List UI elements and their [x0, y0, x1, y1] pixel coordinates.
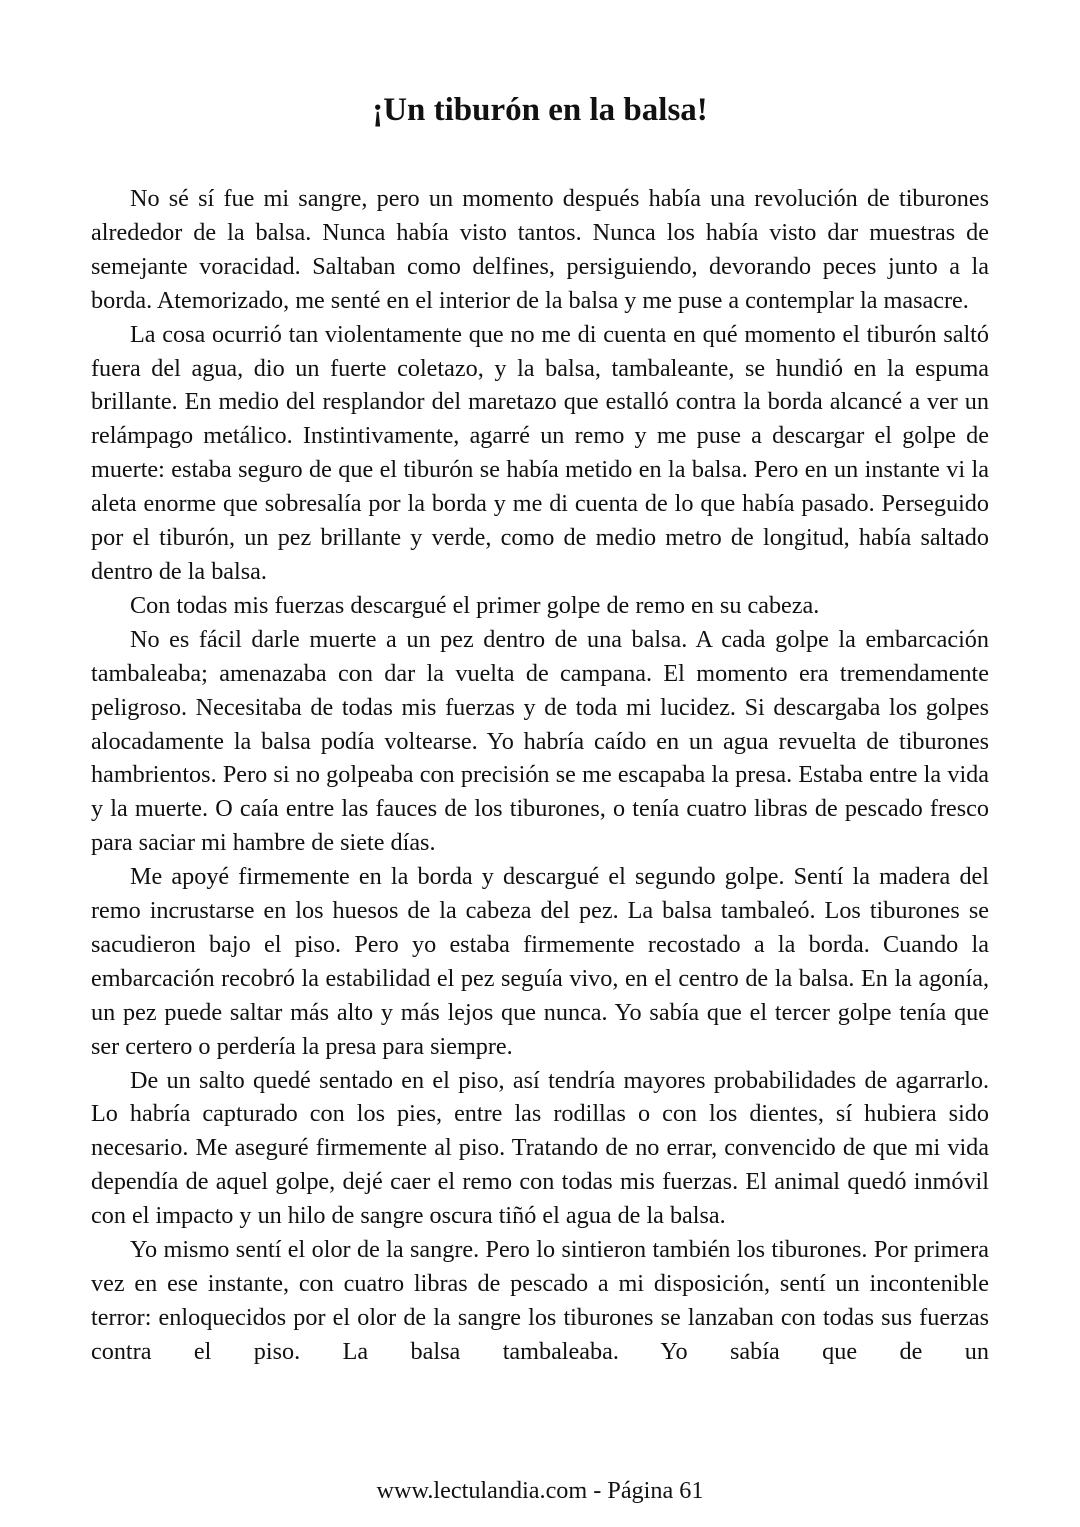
page-footer: www.lectulandia.com - Página 61	[376, 1477, 704, 1504]
paragraph: Me apoyé firmemente en la borda y descargué el segundo golpe. Sentí la madera del remo incrustarse en los huesos de la cabeza del pez. La balsa tambaleó. Los tiburones se sacudieron bajo el piso. Pero yo estaba firmemente recostado a la borda. Cuando la embarcación recobró la estabilidad el pez seguía vivo, en el centro de la balsa. En la agonía, un pez puede saltar más alto y más lejos que nunca. Yo sabía que el tercer golpe tenía que ser certero o perdería la presa para siempre.	[91, 863, 989, 1060]
paragraph: La cosa ocurrió tan violentamente que no me di cuenta en qué momento el tiburón saltó fuera del agua, dio un fuerte coletazo, y la balsa, tambaleante, se hundió en la espuma brillante. En medio del resplandor del maretazo que estalló contra la borda alcancé a ver un relámpago metálico. Instintivamente, agarré un remo y me puse a descargar el golpe de muerte: estaba seguro de que el tiburón se había metido en la balsa. Pero en un instante vi la aleta enorme que sobresalía por la borda y me di cuenta de lo que había pasado. Perseguido por el tiburón, un pez brillante y verde, como de medio metro de longitud, había saltado dentro de la balsa.	[91, 320, 989, 585]
chapter-body	[91, 182, 989, 1369]
paragraph: No sé sí fue mi sangre, pero un momento después había una revolución de tiburones alrededor de la balsa. Nunca había visto tantos. Nunca los había visto dar muestras de semejante voracidad. Saltaban como delfines, persiguiendo, devorando peces junto a la borda. Atemorizado, me senté en el interior de la balsa y me puse a contemplar la masacre.	[91, 185, 989, 314]
paragraph: Con todas mis fuerzas descargué el primer golpe de remo en su cabeza.	[130, 591, 820, 619]
paragraph: Yo mismo sentí el olor de la sangre. Pero lo sintieron también los tiburones. Por primera vez en ese instante, con cuatro libras de pescado a mi disposición, sentí un incontenible terror: enloquecidos por el olor de la sangre los tiburones se lanzaban con todas sus fuerzas contra el piso. La balsa tambaleaba. Yo sabía que de un	[91, 1236, 989, 1365]
paragraph: De un salto quedé sentado en el piso, así tendría mayores probabilidades de agarrarlo. Lo habría capturado con los pies, entre las rodillas o con los dientes, sí hubiera sido necesario. Me aseguré firmemente al piso. Tratando de no errar, convencido de que mi vida dependía de aquel golpe, dejé caer el remo con todas mis fuerzas. El animal quedó inmóvil con el impacto y un hilo de sangre oscura tiñó el agua de la balsa.	[91, 1066, 989, 1230]
chapter-title: ¡Un tiburón en la balsa!	[372, 92, 708, 128]
paragraph: No es fácil darle muerte a un pez dentro de una balsa. A cada golpe la embarcación tambaleaba; amenazaba con dar la vuelta de campana. El momento era tremendamente peligroso. Necesitaba de todas mis fuerzas y de toda mi lucidez. Si descargaba los golpes alocadamente la balsa podía voltearse. Yo habría caído en un agua revuelta de tiburones hambrientos. Pero si no golpeaba con precisión se me escapaba la presa. Estaba entre la vida y la muerte. O caía entre las fauces de los tiburones, o tenía cuatro libras de pescado fresco para saciar mi hambre de siete días.	[91, 625, 989, 857]
